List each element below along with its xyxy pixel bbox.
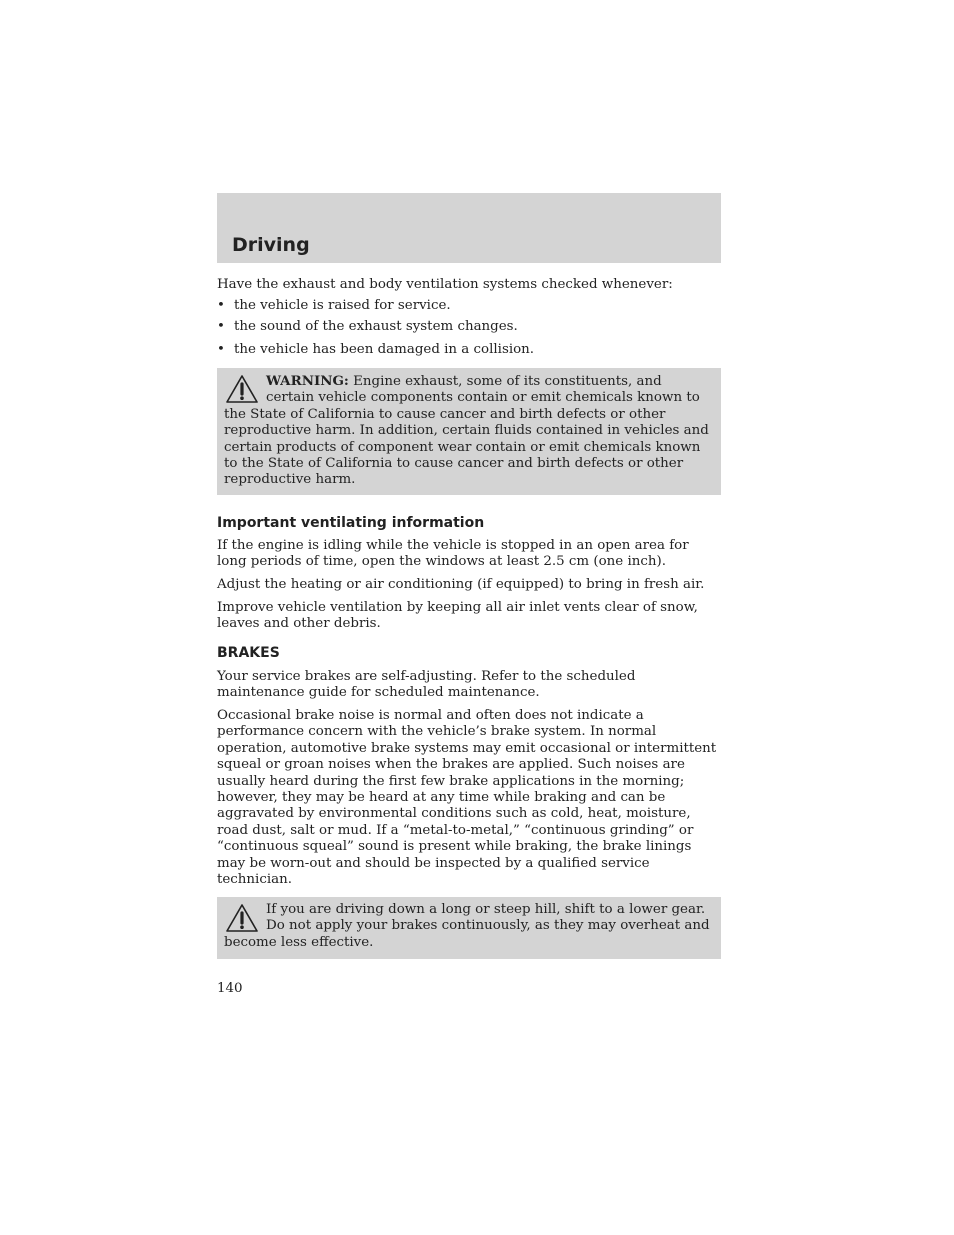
section-title: Driving — [232, 234, 310, 256]
warning-box-brakes — [217, 897, 721, 959]
bullet-glyph: • — [217, 298, 225, 313]
brakes-paragraph: Your service brakes are self-adjusting. Refer to the scheduled maintenance guide for scheduled maintenance. — [217, 669, 636, 701]
warning-text: Engine exhaust, some of its constituents, and certain vehicle components contain or emit chemicals known to the State of California to cause cancer and birth defects or other reproductive harm. In addition, certain fluids contained in vehicles and certain products of component wear contain or emit chemicals known to the State of California to cause cancer and birth defects or other reproductive harm. — [224, 374, 709, 488]
ventilating-heading: Important ventilating information — [217, 515, 485, 531]
warning-triangle-icon — [224, 902, 260, 934]
bullet-glyph: • — [217, 319, 225, 334]
exhaust-intro: Have the exhaust and body ventilation systems checked whenever: — [217, 277, 673, 292]
warning-text: If you are driving down a long or steep hill, shift to a lower gear. Do not apply your brakes continuously, as they may overheat and become less effective. — [224, 902, 710, 950]
warning-box-exhaust — [217, 368, 721, 495]
warning-triangle-icon — [224, 373, 260, 405]
section-header-band — [217, 193, 721, 263]
brakes-heading: BRAKES — [217, 645, 280, 661]
list-item-text: the vehicle is raised for service. — [234, 298, 451, 313]
ventilating-paragraph: If the engine is idling while the vehicle is stopped in an open area for long periods of time, open the windows at least 2.5 cm (one inch). — [217, 538, 689, 570]
bullet-glyph: • — [217, 342, 225, 357]
ventilating-paragraph: Adjust the heating or air conditioning (if equipped) to bring in fresh air. — [217, 577, 705, 592]
ventilating-paragraph: Improve vehicle ventilation by keeping all air inlet vents clear of snow, leaves and other debris. — [217, 600, 698, 632]
list-item-text: the vehicle has been damaged in a collision. — [234, 342, 535, 357]
page-number: 140 — [217, 981, 243, 996]
list-item-text: the sound of the exhaust system changes. — [234, 319, 518, 334]
warning-label: WARNING: — [266, 373, 349, 389]
brakes-paragraph: Occasional brake noise is normal and often does not indicate a performance concern with the vehicle’s brake system. In normal operation, automotive brake systems may emit occasional or intermittent squeal or groan noises when the brakes are applied. Such noises are usually heard during the first few brake applications in the morning; however, they may be heard at any time while braking and can be aggravated by environmental conditions such as cold, heat, moisture, road dust, salt or mud. If a “metal-to-metal,” “continuous grinding” or “continuous squeal” sound is present while braking, the brake linings may be worn-out and should be inspected by a qualified service technician. — [217, 708, 717, 888]
